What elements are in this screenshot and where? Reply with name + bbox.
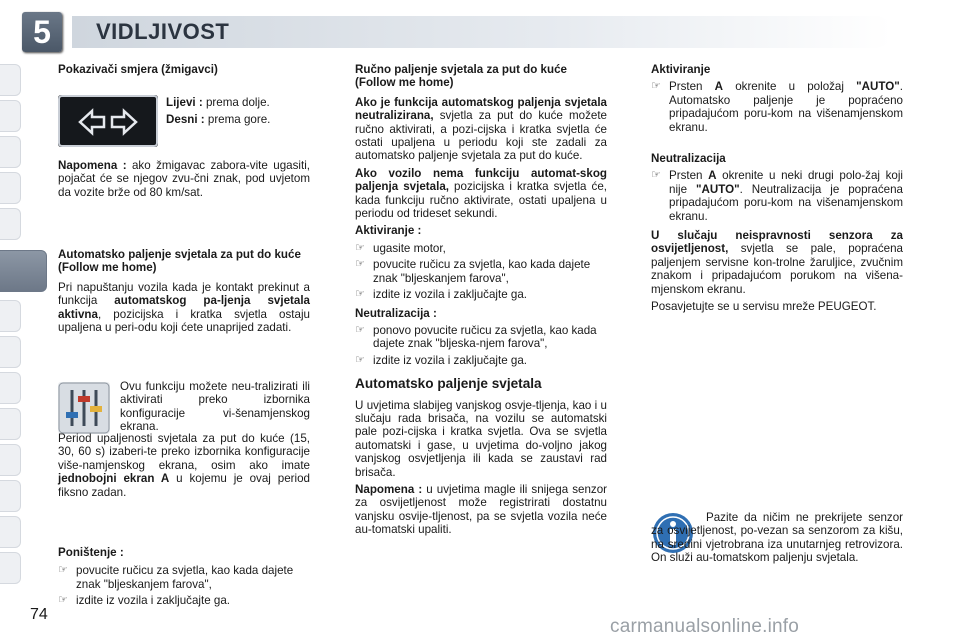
watermark: carmanualsonline.info [610, 616, 800, 637]
turn-signal-icon [58, 95, 158, 147]
pointing-hand-icon: ☞ [355, 241, 365, 254]
left-label: Lijevi : [166, 96, 203, 109]
paragraph: U uvjetima slabijeg vanjskog osvje-tljenja, kao i u slučaju rada brisača, na vozilu se automatski pale pozi-cijska i kratka svjetla. Ova se svjetla automatski i gase, u uvjetima do-voljno jakog vanjskog osvjetljenja ili kada se zaustavi rad brisača. [355, 398, 607, 479]
chapter-tab[interactable] [0, 136, 21, 168]
turn-signal-directions [166, 96, 316, 131]
paragraph: Posavjetujte se u servisu mreže PEUGEOT. [651, 300, 877, 314]
period-text [58, 432, 310, 503]
text: . Automatsko paljenje je popraćeno pripadajućom poru-kom na višenamjenskom ekranu. [669, 80, 903, 134]
heading-follow-me-home: Automatsko paljenje svjetala za put do kuće (Follow me home) [58, 248, 301, 275]
page-number: 74 [30, 606, 48, 623]
heading-cancel: Poništenje : [58, 546, 124, 559]
text: Prsten [669, 169, 709, 183]
pointing-hand-icon: ☞ [651, 169, 661, 182]
neutralize-text [120, 380, 310, 438]
paragraph: Ovu funkciju možete neu-tralizirati ili aktivirati preko izbornika konfiguracije vi-šenamjenskog ekrana. [120, 380, 310, 434]
list-item [355, 288, 607, 301]
heading-manual-follow-me-home: Ručno paljenje svjetala za put do kuće (Follow me home) [355, 63, 567, 90]
list-item-text: ponovo povucite ručicu za svjetla, kao kada dajete znak "bljeska-njem farova", [373, 323, 597, 351]
list-item-text: ugasite motor, [373, 241, 446, 255]
text-bold: jednobojni ekran A [58, 472, 170, 486]
info-note [651, 511, 903, 569]
left-text: prema dolje. [202, 96, 270, 109]
chapter-tab[interactable] [0, 172, 21, 204]
page-title: VIDLJIVOST [96, 19, 230, 44]
list-item [355, 258, 607, 285]
text-bold: A [708, 169, 717, 183]
cancel-section [58, 546, 310, 611]
pointing-hand-icon: ☞ [651, 80, 661, 93]
note-text: ako žmigavac zabora-vite ugasiti, pojačat će se njegov zvu-čni znak, pod uvjetom da vozite brže od 80 km/sat. [58, 159, 310, 199]
chapter-tab-active[interactable] [0, 250, 47, 292]
pointing-hand-icon: ☞ [355, 323, 365, 336]
info-text: Pazite da ničim ne prekrijete senzor za osvijetljenost, po-vezan sa senzorom za kišu, na sredini vjetrobrana iza unutarnjeg retrovizora. On služi au-tomatskom paljenju svjetala. [651, 511, 903, 565]
text-bold: U slučaju neispravnosti senzora za osvijetljenost, [651, 229, 903, 256]
chapter-tab[interactable] [0, 552, 21, 584]
chapter-tab[interactable] [0, 300, 21, 332]
heading-activation: Aktiviranje [651, 63, 711, 76]
note-text: u uvjetima magle ili snijega senzor za osvijetljenost može registrirati dostatnu vanjsku osvije-tljenost, pa se svjetla vozila neće au-tomatski upaliti. [355, 482, 608, 537]
heading-activation: Aktiviranje : [355, 224, 422, 238]
chapter-tab[interactable] [0, 372, 21, 404]
list-item [651, 169, 903, 223]
text: svjetla se pale, popraćena paljenjem servisne kon-trolne žaruljice, zvučnim znakom i pripadajućom porukom na višena-mjenskom ekranu. [651, 242, 903, 296]
heading-turn-signals: Pokazivači smjera (žmigavci) [58, 63, 218, 76]
chapter-tab[interactable] [0, 64, 21, 96]
list-item-text: izdite iz vozila i zaključajte ga. [373, 288, 528, 302]
chapter-tab[interactable] [0, 408, 21, 440]
list-item-text: povucite ručicu za svjetla, kao kada dajete znak "bljeskanjem farova", [76, 564, 294, 591]
list-item [355, 242, 607, 255]
list-item [651, 80, 903, 134]
heading-neutralization: Neutralizacija [651, 152, 726, 166]
text: okrenite u položaj [723, 80, 857, 94]
right-label: Desni : [166, 113, 205, 127]
text: svjetla za put do kuće možete ručno aktivirati, a pozi-cijska i kratka svjetla će ostati upaljena u periodu koji ste zadali za automatsko paljenje svjetala za put do kuće. [355, 109, 607, 163]
text: u kojemu je ovaj period fiksno zadan. [58, 472, 310, 499]
right-text: prema gore. [204, 113, 271, 127]
text-bold: automatskog pa-ljenja svjetala aktivna [58, 294, 310, 321]
list-item-text: izdite iz vozila i zaključajte ga. [76, 594, 231, 608]
chapter-tab[interactable] [0, 444, 21, 476]
pointing-hand-icon: ☞ [355, 353, 365, 366]
pointing-hand-icon: ☞ [58, 594, 68, 607]
note-label: Napomena : [355, 482, 423, 496]
list-item-text: izdite iz vozila i zaključajte ga. [373, 353, 528, 367]
chapter-tab[interactable] [0, 516, 21, 548]
settings-sliders-icon [58, 382, 110, 434]
pointing-hand-icon: ☞ [355, 288, 365, 301]
text-bold: Ako je funkcija automatskog paljenja svjetala neutralizirana, [355, 95, 607, 123]
chapter-tab[interactable] [0, 208, 21, 240]
note-label: Napomena : [58, 159, 127, 172]
text-bold: A [714, 80, 724, 94]
list-item [58, 594, 310, 607]
chapter-tab[interactable] [0, 480, 21, 512]
follow-me-home-section [58, 248, 310, 338]
text: , pozicijska i kratka svjetla ostaju upaljena u peri-odu koji ćete unaprijed zadati. [58, 307, 310, 335]
text: pozicijska i kratka svjetla će, kada funkciju ručno aktivirate, ostati upaljena u periodu od trideset sekundi. [355, 180, 608, 221]
text: . Neutralizacija je popraćena pripadajućom poru-kom na višenamjenskom ekranu. [669, 182, 903, 223]
left-column [58, 63, 310, 80]
chapter-badge: 5 [22, 12, 62, 52]
chapter-tab[interactable] [0, 336, 21, 368]
right-column [651, 63, 903, 318]
list-item-text: povucite ručicu za svjetla, kao kada dajete znak "bljeskanjem farova", [373, 258, 591, 285]
heading-neutralization: Neutralizacija : [355, 306, 437, 320]
pointing-hand-icon: ☞ [58, 564, 68, 577]
text-bold: "AUTO" [856, 80, 900, 94]
text: okrenite u neki drugi polo-žaj koji nije [669, 169, 903, 196]
list-item [355, 324, 607, 351]
text-bold: "AUTO" [695, 182, 740, 196]
list-item [58, 564, 310, 591]
text: Pri napuštanju vozila kada je kontakt prekinut a funkcija [58, 280, 310, 308]
text: Prsten [669, 80, 715, 94]
section-title-auto-lights: Automatsko paljenje svjetala [355, 376, 542, 392]
pointing-hand-icon: ☞ [355, 258, 365, 271]
text-bold: Ako vozilo nema funkciju automat-skog paljenja svjetala, [355, 166, 607, 194]
middle-column [355, 63, 607, 541]
list-item [355, 354, 607, 367]
chapter-tab[interactable] [0, 100, 21, 132]
left-note [58, 159, 310, 203]
text: Period upaljenosti svjetala za put do kuće (15, 30, 60 s) izaberi-te preko izbornika konfiguracije više-namjenskog ekrana, osim ako imate [58, 432, 310, 472]
